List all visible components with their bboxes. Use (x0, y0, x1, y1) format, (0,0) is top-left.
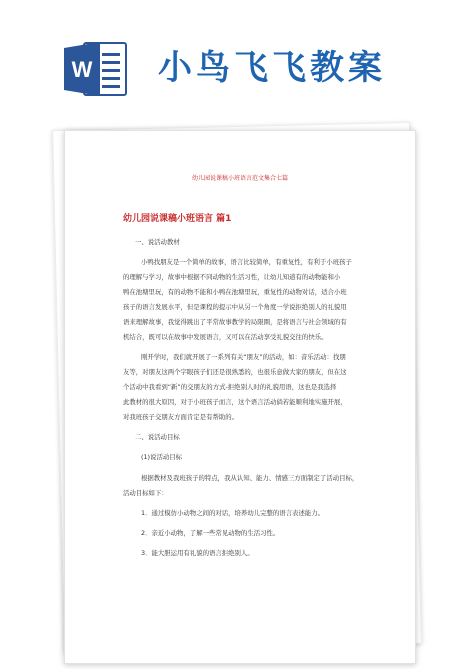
document-heading: 幼儿园说课稿小班语言 篇1 (123, 214, 232, 224)
list-item: 2．亲近小动物，了解一些常见动物的生活习性。 (141, 529, 280, 537)
paragraph-line: 根据教材及我班孩子的特点，我从认知、能力、情感三方面制定了活动目标， (141, 474, 359, 482)
list-item: 3．能大胆运用有礼貌的语言拒绝别人。 (141, 549, 254, 557)
paragraph-line: 此教材的很大原因，对于小班孩子而言，这个语言活动倘若能顺利地实施开展， (123, 398, 347, 406)
subsection-heading: (1)说活动目标 (141, 453, 183, 461)
paragraph-line: 对我班孩子交朋友方面肯定是有帮助的。 (123, 413, 239, 421)
paragraph-line: 的理解与学习，故事中根据不同动物的生活习性，让幼儿知道有的动物能和小 (123, 273, 341, 281)
banner (0, 0, 474, 112)
paragraph-line: 活动目标如下： (123, 489, 168, 497)
banner-title: 小鸟飞飞教案 (158, 48, 386, 88)
paragraph-line: 友等，对朋友这两个字眼孩子们还是很熟悉的，也很乐意做大家的朋友，但在这 (123, 368, 347, 376)
section-heading: 一、说活动教材 (135, 238, 180, 246)
paragraph-line: 机结合，既可以在故事中发展语言，又可以在活动享受礼貌交往的快乐。 (123, 333, 328, 341)
list-item: 1．通过模仿小动物之间的对话，培养幼儿完整的语言表述能力。 (141, 509, 325, 517)
svg-text:W: W (71, 57, 93, 82)
paragraph-line: 孩子的语言发展水平，但是课程的提示中从另一个角度一学说拒绝别人的礼貌用 (123, 303, 347, 311)
paragraph-line: 刚开学时，我们就开展了一系列有关“朋友”的活动，如：音乐活动：找朋 (141, 353, 346, 361)
paragraph-line: 鸭在池塘里玩，有的动物不能和小鸭在池塘里玩，重复性的动物对话，适合小班 (123, 288, 347, 296)
document-header: 幼儿园说课稿小班语言范文集合七篇 (191, 175, 288, 182)
section-heading: 二、说活动目标 (135, 433, 180, 441)
paragraph-line: 语来理解故事，我觉得跳出了平常故事教学的局限圈，是将语言与社会领域的有 (123, 318, 347, 326)
word-document-icon (62, 40, 130, 98)
document-page (64, 130, 416, 664)
paragraph-line: 小鸭找朋友是一个简单的故事，语言比较简单，有重复性，有利于小班孩子 (141, 258, 352, 266)
paragraph-line: 个活动中我看到“新”的交朋友的方式-拒绝别人时的礼貌用语，这也是我选择 (123, 383, 337, 391)
